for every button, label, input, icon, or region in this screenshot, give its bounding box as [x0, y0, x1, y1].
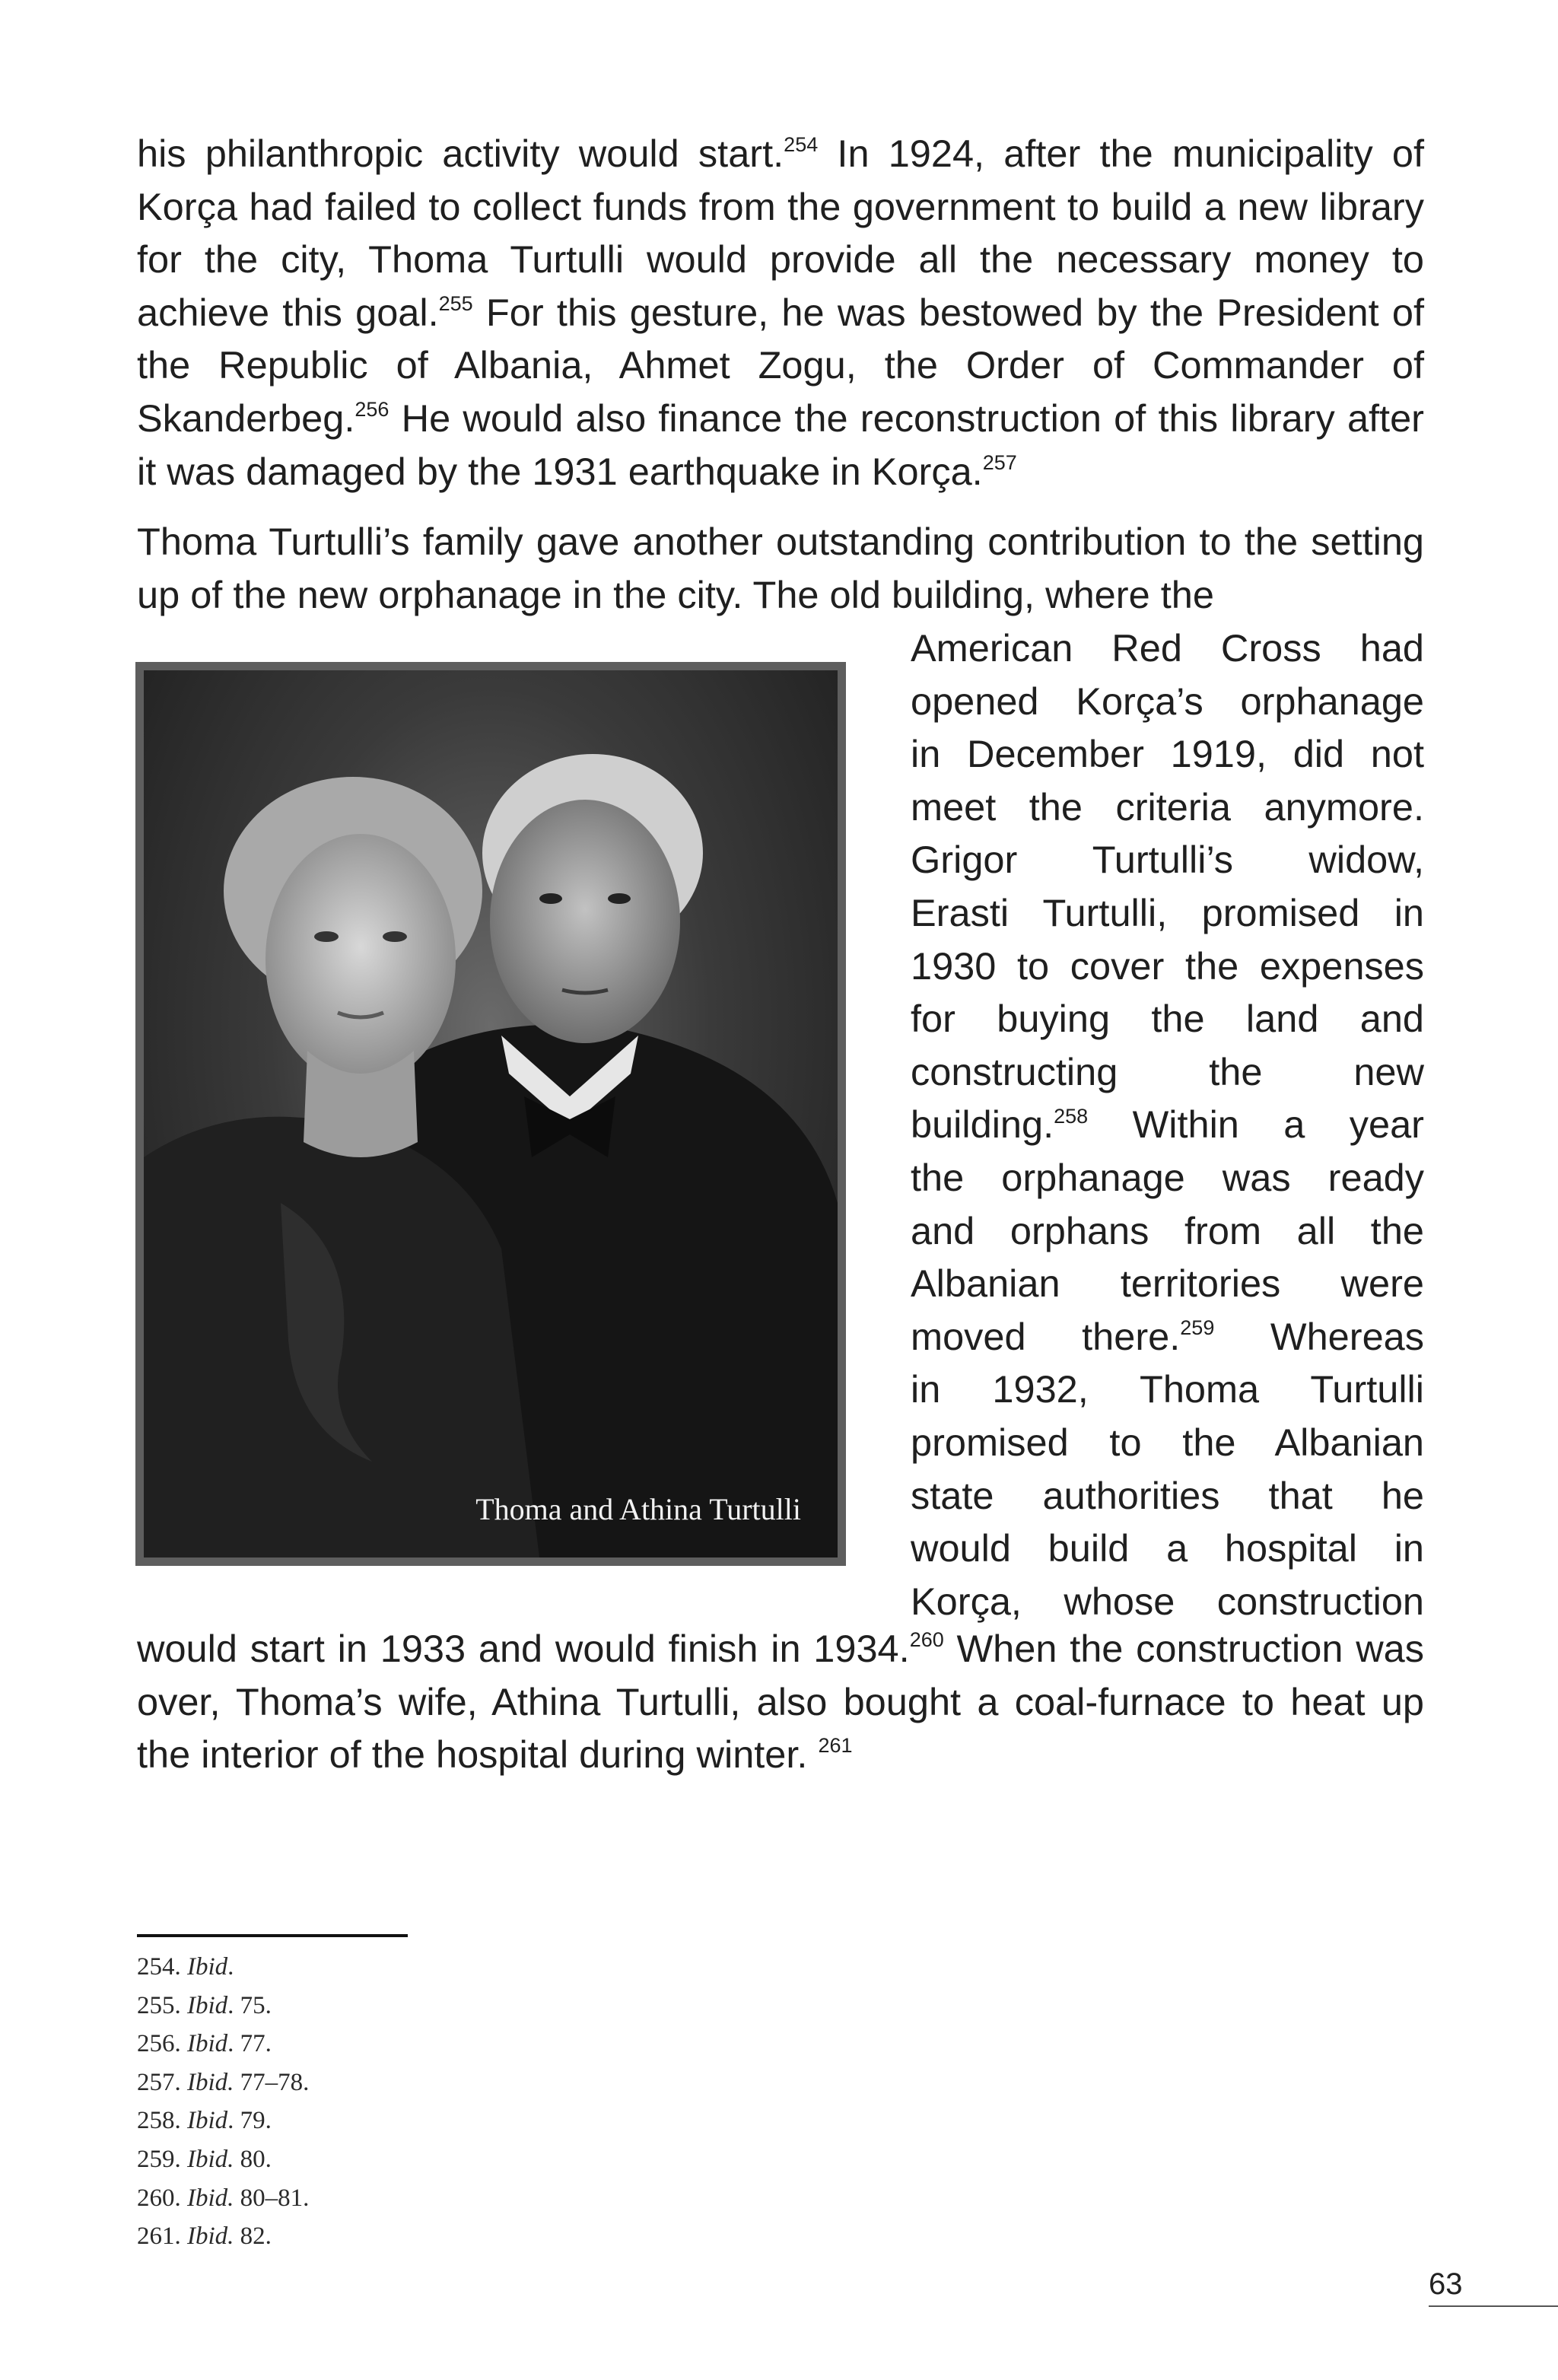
footnote-ref[interactable]: 257: [982, 450, 1017, 474]
text-segment: When the construction was over, Thoma’s wife, Athina Turtulli, also bought a coal-furnace to heat up the interior of the hospital during winter.: [137, 1627, 1425, 1777]
footnote-ref[interactable]: 254: [784, 133, 819, 157]
footnote-text: 80–81.: [234, 2184, 310, 2212]
paragraph-hospital: [137, 1622, 1424, 1781]
wrap-line: constructing the new: [911, 1049, 1424, 1093]
text-segment: In 1924, after the municipality of Korça had failed to collect funds from the government to build a new library for the city, Thoma Turtulli would provide all the necessary money to achieve this goal.: [137, 132, 1425, 334]
footnote-ref[interactable]: 261: [818, 1734, 853, 1758]
footnote-ibid: Ibid: [187, 1991, 228, 2019]
footnote-item: [137, 2102, 309, 2140]
footnote-ref[interactable]: 260: [909, 1628, 944, 1652]
footnote-number: 259.: [137, 2145, 181, 2173]
text-segment: his philanthropic activity would start.: [137, 132, 784, 175]
wrap-line: would build a hospital in: [911, 1526, 1424, 1570]
footnote-text: . 75.: [227, 1991, 272, 2019]
page-number: 63: [1429, 2267, 1463, 2301]
footnote-text: . 77.: [227, 2030, 272, 2058]
wrap-line: for buying the land and: [911, 997, 1424, 1041]
wrap-line: [911, 1098, 1424, 1151]
footnote-ref[interactable]: 259: [1180, 1316, 1215, 1339]
footnote-ibid: Ibid.: [187, 2068, 234, 2096]
footnote-item: [137, 1987, 309, 2025]
footnote-ibid: Ibid: [187, 2107, 228, 2135]
footnote-number: 261.: [137, 2222, 181, 2251]
footnote-ibid: Ibid.: [187, 2222, 234, 2251]
footnote-item: [137, 2179, 309, 2218]
wrap-line: Korça, whose construction: [911, 1579, 1424, 1623]
wrap-line: American Red Cross had: [911, 626, 1424, 670]
text-segment: He would also finance the reconstruction of this library after it was damaged by the 1931 earthquake in Korça.: [137, 396, 1424, 493]
wrap-line: Grigor Turtulli’s widow,: [911, 838, 1424, 882]
text-segment: building.: [911, 1102, 1054, 1147]
wrap-line: Albanian territories were: [911, 1262, 1424, 1306]
footnote-ref[interactable]: 258: [1054, 1104, 1089, 1128]
footnote-item: [137, 2217, 309, 2256]
portrait-illustration: [144, 670, 838, 1558]
wrapped-text-column: [911, 622, 1424, 1628]
footnote-number: 260.: [137, 2184, 181, 2212]
text-segment: Whereas: [1214, 1314, 1424, 1358]
footnote-item: [137, 1948, 309, 1987]
paragraph-orphanage-intro: [137, 515, 1424, 621]
footnote-item: [137, 2025, 309, 2063]
photo-frame: [135, 662, 846, 1566]
wrap-line: meet the criteria anymore.: [911, 784, 1424, 829]
portrait-photo: [144, 670, 838, 1558]
footnote-text: 80.: [234, 2145, 272, 2173]
text-segment: For this gesture, he was bestowed by the President of the Republic of Albania, Ahmet Zogu, the Order of Commander of Skanderbeg.: [137, 290, 1424, 440]
wrap-line: Erasti Turtulli, promised in: [911, 890, 1424, 934]
footnote-number: 256.: [137, 2030, 181, 2058]
wrap-line: and orphans from all the: [911, 1208, 1424, 1252]
footnote-text: 77–78.: [234, 2068, 310, 2096]
text-segment: Within a year: [1088, 1102, 1424, 1147]
footnote-divider: [137, 1934, 408, 1937]
footnote-ibid: Ibid.: [187, 2184, 234, 2212]
footnote-item: [137, 2140, 309, 2179]
wrap-line: state authorities that he: [911, 1473, 1424, 1517]
footnote-ibid: Ibid.: [187, 2145, 234, 2173]
footnote-ref[interactable]: 256: [355, 398, 390, 422]
text-segment: would start in 1933 and would finish in 1934.: [137, 1627, 910, 1670]
footnote-ibid: Ibid: [187, 1953, 228, 1981]
text-segment: Thoma Turtulli’s family gave another outstanding contribution to the setting up of the new orphanage in the city. The old building, where the: [137, 520, 1424, 616]
footnote-number: 258.: [137, 2107, 181, 2135]
footnotes-list: [137, 1948, 309, 2256]
wrap-line: opened Korça’s orphanage: [911, 679, 1424, 723]
wrap-line: promised to the Albanian: [911, 1420, 1424, 1464]
wrap-line: in December 1919, did not: [911, 732, 1424, 776]
wrap-line: [911, 1310, 1424, 1363]
paragraph-library: [137, 127, 1424, 498]
wrap-line: the orphanage was ready: [911, 1155, 1424, 1199]
wrap-line: 1930 to cover the expenses: [911, 943, 1424, 988]
footnote-item: [137, 2063, 309, 2102]
footnote-number: 257.: [137, 2068, 181, 2096]
footnote-number: 254.: [137, 1953, 181, 1981]
footnote-ref[interactable]: 255: [438, 291, 473, 315]
wrap-line: in 1932, Thoma Turtulli: [911, 1367, 1424, 1411]
footnote-number: 255.: [137, 1991, 181, 2019]
footnote-text: .: [227, 1953, 234, 1981]
photo-caption: Thoma and Athina Turtulli: [475, 1492, 801, 1526]
text-segment: moved there.: [911, 1314, 1181, 1358]
footnote-text: . 79.: [227, 2107, 272, 2135]
footnote-text: 82.: [234, 2222, 272, 2251]
page-number-rule: [1429, 2305, 1558, 2307]
footnote-ibid: Ibid: [187, 2030, 228, 2058]
